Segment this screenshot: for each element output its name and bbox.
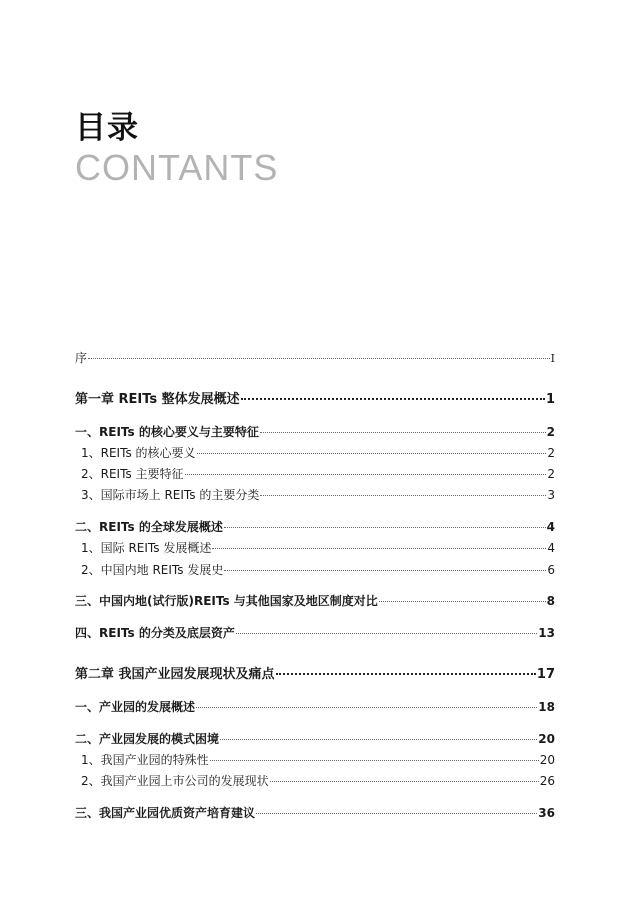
dot-leader	[212, 548, 546, 549]
dot-leader	[276, 673, 536, 675]
toc-entry-subsection[interactable]	[75, 487, 555, 503]
dot-leader	[196, 707, 537, 708]
toc-entry-label: 1、国际 REITs 发展概述	[81, 541, 212, 555]
dot-leader	[220, 739, 537, 740]
dot-leader	[210, 760, 539, 761]
dot-leader	[224, 527, 546, 528]
toc-entry-label: 2、REITs 主要特征	[81, 467, 184, 481]
toc-entry-page: 26	[539, 774, 555, 788]
toc-entry-page: 2	[547, 467, 555, 481]
toc-entry-preface[interactable]	[75, 350, 555, 367]
toc-entry-label: 第二章 我国产业园发展现状及痛点	[75, 667, 275, 682]
toc-entry-label: 四、REITs 的分类及底层资产	[75, 626, 235, 640]
dot-leader	[224, 570, 546, 571]
toc-entry-label: 一、REITs 的核心要义与主要特征	[75, 425, 259, 439]
toc-entry-page: 20	[539, 753, 555, 767]
toc-entry-subsection[interactable]	[75, 540, 555, 556]
toc-entry-page: 36	[538, 806, 555, 820]
toc-entry-page: 2	[547, 446, 555, 460]
toc-entry-chapter[interactable]	[75, 667, 555, 683]
toc-entry-subsection[interactable]	[75, 773, 555, 789]
toc-entry-page: 2	[546, 425, 555, 439]
page-title: 目录	[75, 110, 139, 146]
toc-entry-label: 第一章 REITs 整体发展概述	[75, 392, 240, 407]
toc-entry-label: 一、产业园的发展概述	[75, 700, 196, 714]
toc-entry-label: 二、REITs 的全球发展概述	[75, 520, 223, 534]
toc-entry-label: 三、我国产业园优质资产培育建议	[75, 806, 256, 820]
page-subtitle: CONTANTS	[75, 147, 279, 188]
toc-entry-label: 二、产业园发展的模式困境	[75, 732, 220, 746]
toc-entry-page: 8	[546, 594, 555, 608]
dot-leader	[197, 453, 547, 454]
toc-entry-section[interactable]	[75, 699, 555, 715]
dot-leader	[256, 813, 537, 814]
toc-entry-section[interactable]	[75, 424, 555, 440]
toc-entry-subsection[interactable]	[75, 445, 555, 461]
dot-leader	[241, 398, 545, 400]
toc-entry-label: 1、我国产业园的特殊性	[81, 753, 209, 767]
toc-entry-section[interactable]	[75, 731, 555, 747]
dot-leader	[260, 432, 546, 433]
toc-entry-chapter[interactable]	[75, 392, 555, 408]
toc-entry-page: 6	[547, 563, 555, 577]
dot-leader	[379, 601, 546, 602]
toc-entry-subsection[interactable]	[75, 466, 555, 482]
toc-entry-page: 20	[538, 732, 555, 746]
dot-leader	[185, 474, 547, 475]
toc-entry-page: 1	[545, 392, 555, 407]
toc-entry-label: 2、中国内地 REITs 发展史	[81, 563, 224, 577]
toc-entry-label: 序	[75, 351, 88, 365]
toc-entry-section[interactable]	[75, 519, 555, 535]
toc-entry-page: 4	[547, 541, 555, 555]
toc-entry-subsection[interactable]	[75, 752, 555, 768]
toc-entry-subsection[interactable]	[75, 562, 555, 578]
toc-entry-page: 13	[538, 626, 555, 640]
toc-entry-page: 4	[546, 520, 555, 534]
toc-entry-page: I	[550, 352, 555, 365]
toc-entry-page: 18	[538, 700, 555, 714]
toc-entry-section[interactable]	[75, 593, 555, 609]
toc-entry-section[interactable]	[75, 625, 555, 641]
dot-leader	[88, 358, 550, 359]
toc-entry-label: 1、REITs 的核心要义	[81, 446, 196, 460]
toc-entry-section[interactable]	[75, 805, 555, 821]
dot-leader	[236, 633, 537, 634]
toc-entry-page: 17	[536, 667, 555, 682]
toc-entry-page: 3	[547, 488, 555, 502]
dot-leader	[270, 781, 539, 782]
toc-entry-label: 3、国际市场上 REITs 的主要分类	[81, 488, 260, 502]
toc-entry-label: 三、中国内地(试行版)REITs 与其他国家及地区制度对比	[75, 594, 378, 608]
toc-entry-label: 2、我国产业园上市公司的发展现状	[81, 774, 269, 788]
dot-leader	[260, 495, 546, 496]
